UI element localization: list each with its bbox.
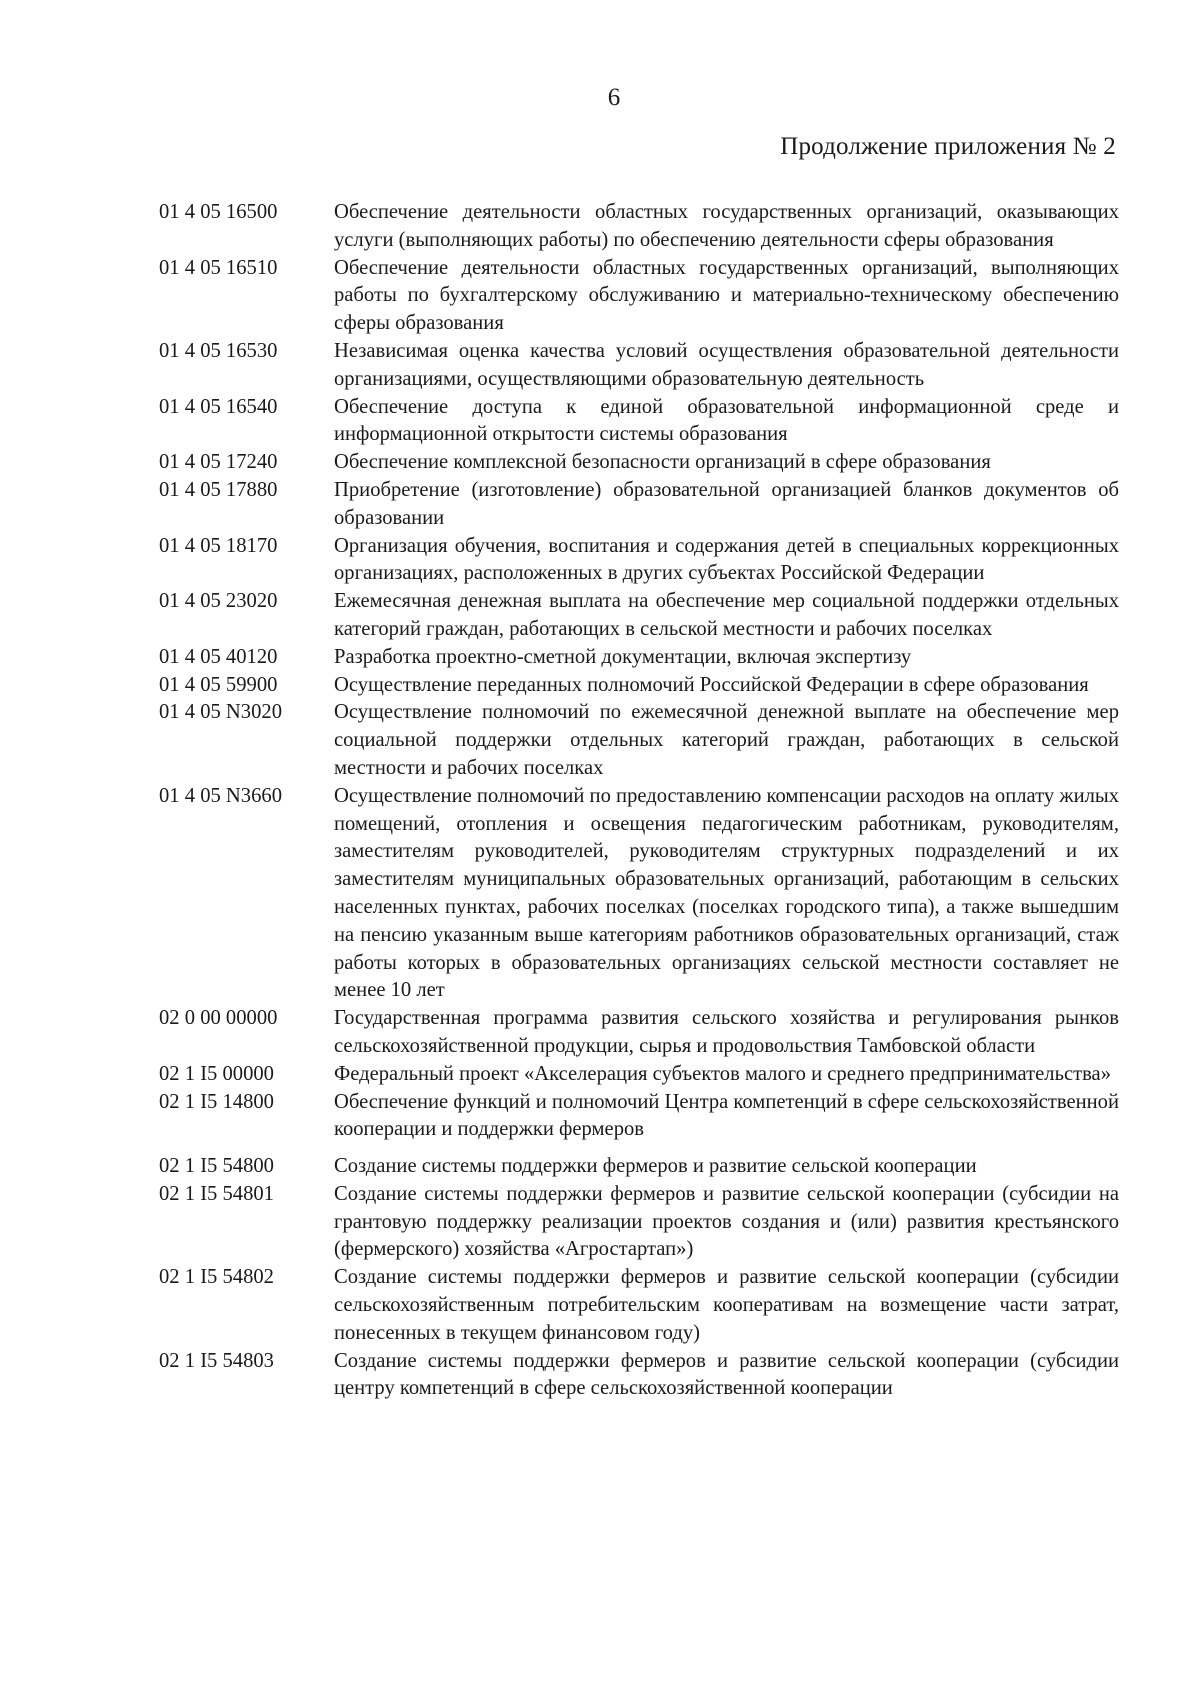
budget-code: 01 4 05 40120 — [159, 645, 278, 668]
code-description: Федеральный проект «Акселерация субъектов малого и среднего предпринимательства» — [334, 1062, 1111, 1085]
code-description: Приобретение (изготовление) образовательной организацией бланков документов об образовании — [334, 478, 1119, 529]
code-description: Независимая оценка качества условий осуществления образовательной деятельности организациями, осуществляющими образовательную деятельность — [334, 339, 1119, 390]
code-description: Создание системы поддержки фермеров и развитие сельской кооперации — [334, 1155, 977, 1178]
budget-code: 02 0 00 00000 — [159, 1007, 278, 1030]
list-item — [159, 394, 1119, 450]
list-item — [159, 1348, 1119, 1404]
budget-code-list — [159, 199, 1119, 1403]
code-description: Обеспечение доступа к единой образовательной информационной среде и информационной открытости системы образования — [334, 395, 1119, 446]
budget-code: 01 4 05 16500 — [159, 201, 278, 223]
code-description: Осуществление переданных полномочий Российской Федерации в сфере образования — [334, 673, 1089, 696]
budget-code: 01 4 05 23020 — [159, 590, 278, 613]
list-item — [159, 338, 1119, 394]
code-description: Осуществление полномочий по ежемесячной денежной выплате на обеспечение мер социальной поддержки отдельных категорий граждан, работающих в сельской местности и рабочих поселках — [334, 701, 1119, 779]
code-description: Государственная программа развития сельского хозяйства и регулирования рынков сельскохозяйственной продукции, сырья и продовольствия Тамбовской области — [334, 1007, 1119, 1057]
list-item — [159, 477, 1119, 533]
list-item — [159, 199, 1119, 255]
code-description: Ежемесячная денежная выплата на обеспечение мер социальной поддержки отдельных категорий граждан, работающих в сельской местности и рабочих поселках — [334, 590, 1119, 640]
list-item — [159, 1089, 1119, 1145]
code-description: Создание системы поддержки фермеров и развитие сельской кооперации (субсидии сельскохозяйственным потребительским кооперативам на возмещение части затрат, понесенных в текущем финансовом году) — [334, 1266, 1119, 1344]
code-description: Организация обучения, воспитания и содержания детей в специальных коррекционных организациях, расположенных в других субъектах Российской Федерации — [334, 534, 1119, 585]
list-item — [159, 672, 1119, 700]
budget-code: 02 1 I5 54802 — [159, 1266, 274, 1289]
code-description: Разработка проектно-сметной документации, включая экспертизу — [334, 645, 912, 668]
code-description: Обеспечение функций и полномочий Центра компетенций в сфере сельскохозяйственной кооперации и поддержки фермеров — [334, 1090, 1119, 1141]
budget-code: 01 4 05 17240 — [159, 451, 278, 474]
budget-code: 02 1 I5 14800 — [159, 1090, 274, 1113]
budget-code: 01 4 05 59900 — [159, 673, 278, 696]
appendix-continuation-header: Продолжение приложения № 2 — [780, 133, 1116, 160]
budget-code: 01 4 05 16510 — [159, 256, 278, 279]
budget-code: 01 4 05 18170 — [159, 534, 278, 557]
code-description: Обеспечение деятельности областных государственных организаций, оказывающих услуги (выполняющих работы) по обеспечению деятельности сферы образования — [334, 201, 1119, 251]
list-item — [159, 699, 1119, 782]
list-item — [159, 533, 1119, 589]
list-item — [159, 1005, 1119, 1061]
budget-code: 01 4 05 N3020 — [159, 701, 282, 724]
list-item — [159, 588, 1119, 644]
budget-code: 01 4 05 16530 — [159, 339, 278, 362]
code-description: Осуществление полномочий по предоставлению компенсации расходов на оплату жилых помещений, отопления и освещения педагогическим работникам, руководителям, заместителям руководителей, руководителям структурных подразделений и их заместителям муниципальных образовательных организаций, работающим в сельских населенных пунктах, рабочих поселках (поселках городского типа), а также вышедшим на пенсию указанным выше категориям работников образовательных организаций, стаж работы которых в образовательных организациях сельской местности составляет не менее 10 лет — [334, 784, 1119, 1002]
code-description: Обеспечение комплексной безопасности организаций в сфере образования — [334, 451, 991, 474]
list-item — [159, 255, 1119, 338]
budget-code: 01 4 05 N3660 — [159, 784, 282, 807]
list-item — [159, 783, 1119, 1005]
page-number: 6 — [607, 84, 621, 111]
code-description: Создание системы поддержки фермеров и развитие сельской кооперации (субсидии на грантовую поддержку реализации проектов создания и (или) развития крестьянского (фермерского) хозяйства «Агростартап») — [334, 1182, 1119, 1261]
budget-code: 02 1 I5 54803 — [159, 1349, 274, 1372]
list-item — [159, 1264, 1119, 1347]
list-item — [159, 1181, 1119, 1264]
list-item — [159, 644, 1119, 672]
list-item — [159, 449, 1119, 477]
budget-code: 02 1 I5 54801 — [159, 1182, 274, 1205]
budget-code: 02 1 I5 00000 — [159, 1062, 274, 1085]
budget-code: 01 4 05 16540 — [159, 395, 278, 418]
code-description: Обеспечение деятельности областных государственных организаций, выполняющих работы по бухгалтерскому обслуживанию и материально-техническому обеспечению сферы образования — [334, 256, 1119, 335]
list-item — [159, 1061, 1119, 1089]
code-description: Создание системы поддержки фермеров и развитие сельской кооперации (субсидии центру компетенций в сфере сельскохозяйственной кооперации — [334, 1349, 1119, 1400]
budget-code: 01 4 05 17880 — [159, 478, 278, 501]
list-item — [159, 1153, 1119, 1181]
budget-code: 02 1 I5 54800 — [159, 1155, 274, 1178]
